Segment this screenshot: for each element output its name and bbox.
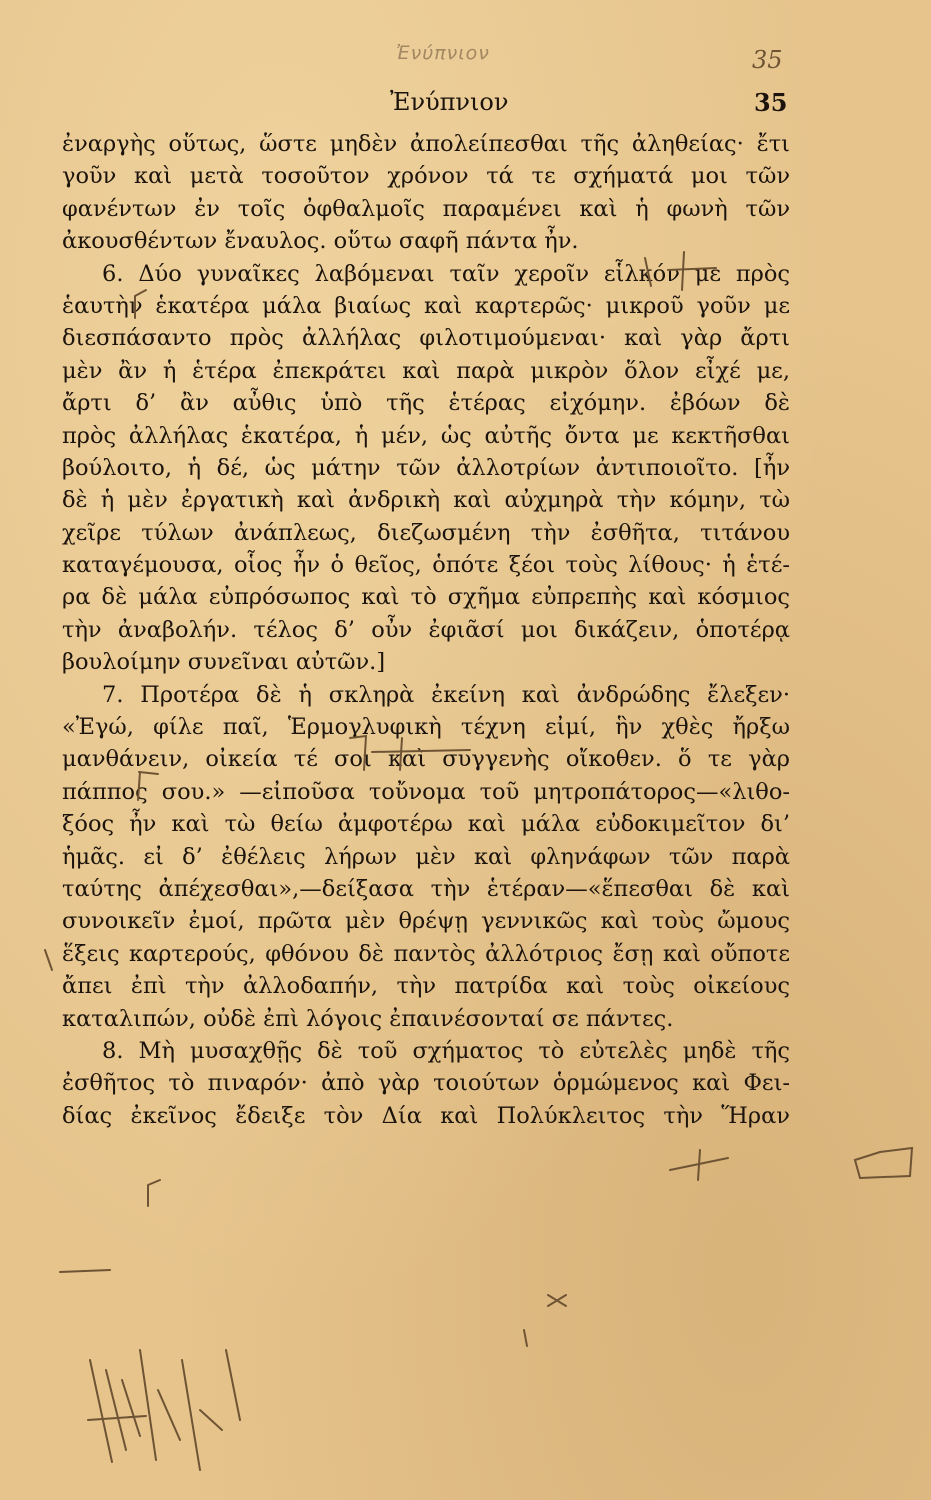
text-line: ταύτης ἀπέχεσθαι»,—δείξασα τὴν ἑτέραν—«ἕπεσθαι δὲ καὶ (62, 875, 790, 902)
pencil-underline (60, 1270, 110, 1272)
text-line: δὲ ἡ μὲν ἐργατικὴ καὶ ἀνδρικὴ καὶ αὐχμηρὰ τὴν κόμην, τὼ (62, 487, 790, 514)
paragraph-6-start: 6. Δύο γυναῖκες λαβόμεναι ταῖν χεροῖν εἷλκόν με πρὸς (102, 260, 790, 287)
pencil-bracket-mark (148, 1180, 160, 1206)
text-line: ξόος ἦν καὶ τὼ θείω ἀμφοτέρω καὶ μάλα εὐδοκιμεῖτον δι’ (62, 811, 790, 838)
paragraph-7-start: 7. Προτέρα δὲ ἡ σκληρὰ ἐκείνη καὶ ἀνδρώδης ἔλεξεν· (102, 681, 790, 708)
text-line: μὲν ἂν ἡ ἑτέρα ἐπεκράτει καὶ παρὰ μικρὸν ὅλον εἶχέ με, (62, 357, 790, 384)
text-line: διεσπάσαντο πρὸς ἀλλήλας φιλοτιμούμεναι· καὶ γὰρ ἄρτι (62, 325, 790, 352)
text-line: καταλιπών, οὐδὲ ἐπὶ λόγοις ἐπαινέσονταί σε πάντες. (62, 1005, 674, 1032)
text-line: γοῦν καὶ μετὰ τοσοῦτον χρόνον τά τε σχήματά μοι τῶν (62, 163, 790, 190)
text-line: ἄρτι δ’ ἂν αὖθις ὑπὸ τῆς ἑτέρας εἰχόμην. ἐβόων δὲ (62, 390, 790, 417)
pencil-small-cross (548, 1295, 566, 1306)
text-line: ἕξεις καρτερούς, φθόνου δὲ παντὸς ἀλλότριος ἔσῃ καὶ οὔποτε (62, 940, 790, 967)
pencil-scribble (88, 1350, 240, 1470)
pencil-margin-tick (524, 1330, 527, 1346)
text-line: δίας ἐκεῖνος ἔδειξε τὸν Δία καὶ Πολύκλειτος τὴν Ἥραν (62, 1102, 790, 1129)
pencil-margin-tick (45, 950, 52, 970)
text-line: ἑαυτὴν ἑκατέρα μάλα βιαίως καὶ καρτερῶς· μικροῦ γοῦν με (62, 292, 790, 319)
text-line: πρὸς ἀλλήλας ἑκατέρα, ἡ μέν, ὡς αὐτῆς ὄντα με κεκτῆσθαι (62, 422, 790, 449)
text-line: βουλοίμην συνεῖναι αὐτῶν.] (62, 649, 386, 676)
text-line: τὴν ἀναβολήν. τέλος δ’ οὖν ἐφιᾶσί μοι δικάζειν, ὁποτέρᾳ (62, 616, 790, 643)
text-line: ρα δὲ μάλα εὐπρόσωπος καὶ τὸ σχῆμα εὐπρεπὴς καὶ κόσμιος (62, 584, 790, 611)
text-line: «Ἐγώ, φίλε παῖ, Ἑρμογλυφικὴ τέχνη εἰμί, ἣν χθὲς ἤρξω (62, 714, 790, 741)
text-line: ἐναργὴς οὕτως, ὥστε μηδὲν ἀπολείπεσθαι τῆς ἀληθείας· ἔτι (62, 131, 790, 157)
text-line: καταγέμουσα, οἷος ἦν ὁ θεῖος, ὁπότε ξέοι τοὺς λίθους· ἡ ἑτέ- (62, 552, 790, 579)
text-line: μανθάνειν, οἰκεία τέ σοι καὶ συγγενὴς οἴκοθεν. ὅ τε γὰρ (62, 746, 790, 773)
text-line: ἐσθῆτος τὸ πιναρόν· ἀπὸ γὰρ τοιούτων ὁρμώμενος καὶ Φει- (62, 1070, 790, 1097)
text-line: ἡμᾶς. εἰ δ’ ἐθέλεις λήρων μὲν καὶ φληνάφων τῶν παρὰ (62, 843, 790, 870)
page-number: 35 (754, 88, 788, 117)
pencil-cross-mark (670, 1150, 728, 1180)
handwritten-page-number: 35 (752, 46, 783, 74)
text-body (62, 128, 790, 1132)
text-line: ἀκουσθέντων ἔναυλος. οὕτω σαφῆ πάντα ἦν. (62, 228, 579, 255)
text-line: συνοικεῖν ἐμοί, πρῶτα μὲν θρέψῃ γεννικῶς καὶ τοὺς ὤμους (62, 908, 790, 935)
running-title: Ἐνύπνιον (390, 88, 509, 116)
text-line: ἄπει ἐπὶ τὴν ἀλλοδαπήν, τὴν πατρίδα καὶ τοὺς οἰκείους (62, 973, 790, 1000)
pencil-margin-box (855, 1148, 912, 1178)
text-line: φανέντων ἐν τοῖς ὀφθαλμοῖς παραμένει καὶ ἡ φωνὴ τῶν (62, 195, 790, 222)
text-line: χεῖρε τύλων ἀνάπλεως, διεζωσμένη τὴν ἐσθῆτα, τιτάνου (62, 519, 790, 546)
handwritten-title-note: Ἐνύπνιον (396, 42, 490, 64)
text-line: πάππος σου.» —εἰποῦσα τοὔνομα τοῦ μητροπάτορος—«λιθο- (62, 778, 790, 805)
paragraph-8-start: 8. Μὴ μυσαχθῇς δὲ τοῦ σχήματος τὸ εὐτελὲς μηδὲ τῆς (102, 1037, 790, 1064)
text-line: βούλοιτο, ἡ δέ, ὡς μάτην τῶν ἀλλοτρίων ἀντιποιοῖτο. [ἦν (62, 454, 790, 481)
